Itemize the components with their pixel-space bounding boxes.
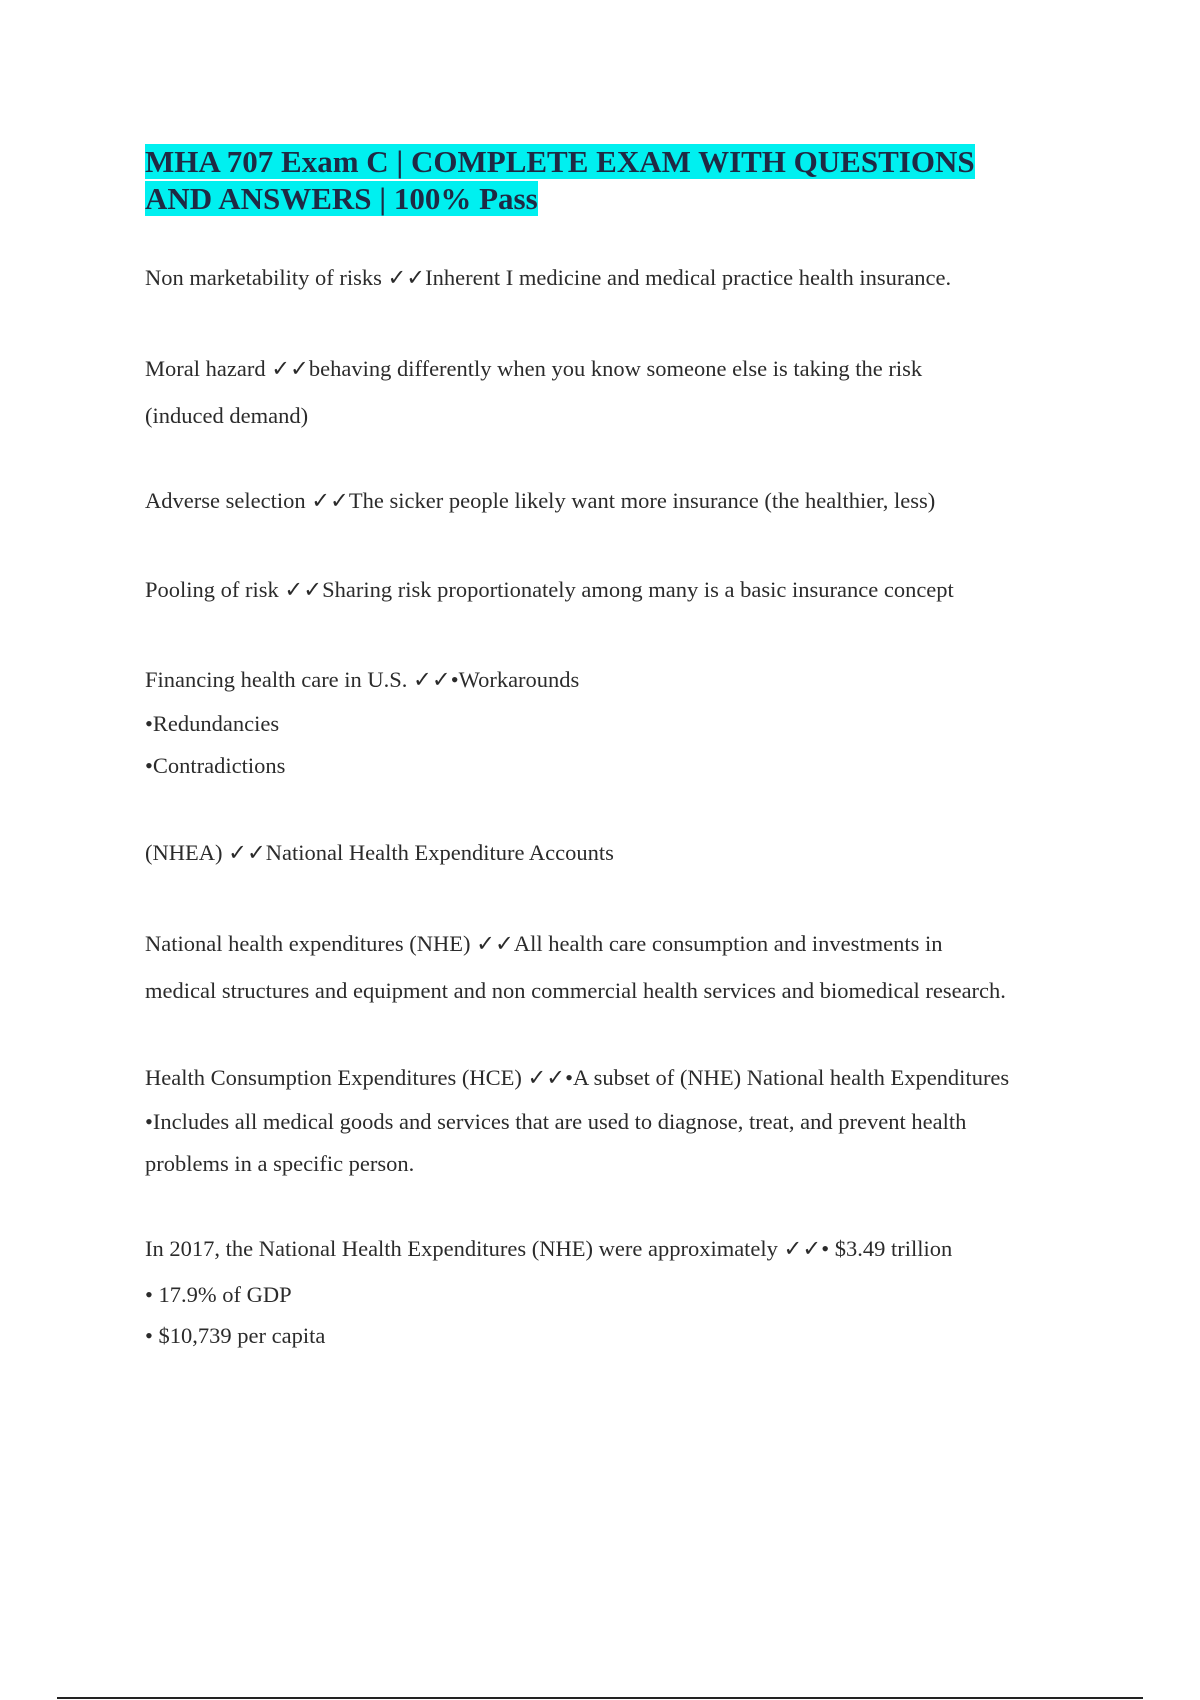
- qa-line: Adverse selection ✓✓The sicker people likely want more insurance (the healthier, less): [145, 488, 936, 513]
- qa-line: National health expenditures (NHE) ✓✓All health care consumption and investments in: [145, 931, 943, 956]
- qa-line: •Contradictions: [145, 753, 286, 778]
- qa-line: (induced demand): [145, 403, 309, 428]
- page-title: [145, 143, 1045, 217]
- qa-line: •Includes all medical goods and services that are used to diagnose, treat, and prevent health: [145, 1109, 967, 1134]
- qa-line: medical structures and equipment and non commercial health services and biomedical research.: [145, 978, 1006, 1003]
- qa-line: problems in a specific person.: [145, 1151, 415, 1176]
- qa-line: • 17.9% of GDP: [145, 1282, 292, 1307]
- qa-line: (NHEA) ✓✓National Health Expenditure Accounts: [145, 840, 614, 865]
- qa-line: •Redundancies: [145, 711, 280, 736]
- title-line-1: MHA 707 Exam C | COMPLETE EXAM WITH QUESTIONS: [145, 144, 975, 179]
- qa-line: Financing health care in U.S. ✓✓•Workarounds: [145, 667, 580, 692]
- qa-line: Health Consumption Expenditures (HCE) ✓✓•A subset of (NHE) National health Expenditures: [145, 1065, 1010, 1090]
- qa-line: • $10,739 per capita: [145, 1323, 326, 1348]
- qa-line: Pooling of risk ✓✓Sharing risk proportionately among many is a basic insurance concept: [145, 577, 954, 602]
- title-line-2: AND ANSWERS | 100% Pass: [145, 181, 538, 216]
- qa-line: Moral hazard ✓✓behaving differently when you know someone else is taking the risk: [145, 356, 923, 381]
- page-bottom-rule: [57, 1697, 1143, 1699]
- qa-line: Non marketability of risks ✓✓Inherent I medicine and medical practice health insurance.: [145, 265, 952, 290]
- qa-line: In 2017, the National Health Expenditures (NHE) were approximately ✓✓• $3.49 trillion: [145, 1236, 953, 1261]
